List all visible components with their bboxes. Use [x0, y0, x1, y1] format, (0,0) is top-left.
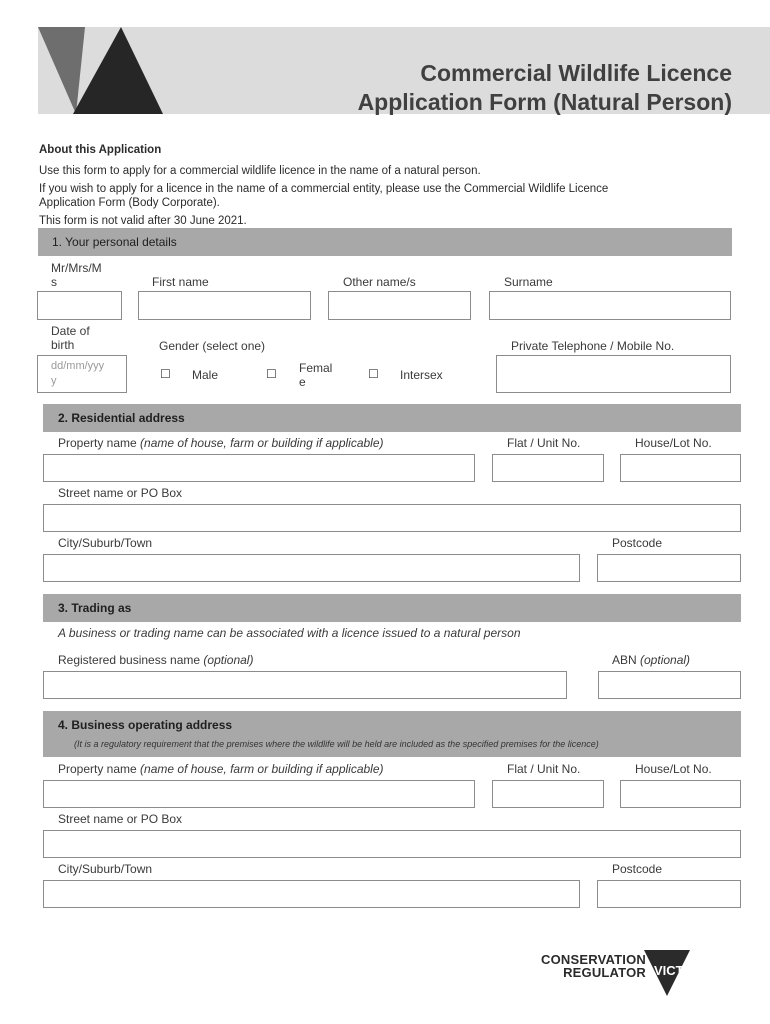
about-line3: This form is not valid after 30 June 2021.: [39, 215, 247, 227]
biz-city-input[interactable]: [43, 880, 580, 908]
gender-male-checkbox[interactable]: ☐: [160, 367, 171, 381]
surname-input[interactable]: [489, 291, 731, 320]
res-house-input[interactable]: [620, 454, 741, 482]
res-house-label: House/Lot No.: [635, 436, 712, 450]
page-title-line2: Application Form (Natural Person): [357, 89, 732, 115]
section3-bar: [43, 594, 741, 622]
gender-intersex-checkbox[interactable]: ☐: [368, 367, 379, 381]
about-heading: About this Application: [39, 144, 162, 156]
header-triangle-logo: [38, 27, 168, 114]
res-property-label: Property name (name of house, farm or building if applicable): [58, 436, 384, 450]
first-name-input[interactable]: [138, 291, 311, 320]
res-property-input[interactable]: [43, 454, 475, 482]
other-names-label: Other name/s: [343, 275, 416, 289]
page-title-line1: Commercial Wildlife Licence: [420, 60, 732, 86]
biz-city-label: City/Suburb/Town: [58, 862, 153, 876]
title-label: Mr/Mrs/M s: [51, 261, 102, 289]
biz-property-label: Property name (name of house, farm or building if applicable): [58, 762, 384, 776]
other-names-input[interactable]: [328, 291, 471, 320]
section1-title: 1. Your personal details: [52, 235, 177, 249]
logo-victoria: VICTORIA: [654, 963, 716, 978]
logo-line2: REGULATOR: [563, 965, 646, 980]
res-flat-input[interactable]: [492, 454, 604, 482]
res-city-label: City/Suburb/Town: [58, 536, 153, 550]
phone-input[interactable]: [496, 355, 731, 393]
dob-input[interactable]: [37, 355, 127, 393]
dob-label: Date of birth: [51, 324, 90, 352]
biz-flat-input[interactable]: [492, 780, 604, 808]
business-name-label: Registered business name (optional): [58, 653, 254, 667]
conservation-regulator-logo: [520, 950, 735, 1000]
res-city-input[interactable]: [43, 554, 580, 582]
about-line2b: Application Form (Body Corporate).: [39, 197, 220, 209]
biz-street-input[interactable]: [43, 830, 741, 858]
gender-male-label: Male: [192, 368, 219, 382]
phone-label: Private Telephone / Mobile No.: [511, 339, 675, 353]
biz-postcode-input[interactable]: [597, 880, 741, 908]
title-input[interactable]: [37, 291, 122, 320]
abn-input[interactable]: [598, 671, 741, 699]
biz-house-label: House/Lot No.: [635, 762, 712, 776]
biz-house-input[interactable]: [620, 780, 741, 808]
biz-property-input[interactable]: [43, 780, 475, 808]
section4-note: (It is a regulatory requirement that the premises where the wildlife will be held are included as the specified premises for the licence): [74, 739, 599, 749]
dob-placeholder: dd/mm/yyy y: [51, 360, 105, 387]
res-postcode-input[interactable]: [597, 554, 741, 582]
gender-label: Gender (select one): [159, 339, 266, 353]
res-flat-label: Flat / Unit No.: [507, 436, 581, 450]
section4-title: 4. Business operating address: [58, 718, 233, 732]
res-street-input[interactable]: [43, 504, 741, 532]
business-name-input[interactable]: [43, 671, 567, 699]
res-postcode-label: Postcode: [612, 536, 663, 550]
gender-female-label: Femal e: [299, 361, 333, 389]
gender-intersex-label: Intersex: [400, 368, 443, 382]
about-line1: Use this form to apply for a commercial wildlife licence in the name of a natural person.: [39, 165, 481, 177]
biz-postcode-label: Postcode: [612, 862, 663, 876]
about-line2a: If you wish to apply for a licence in the name of a commercial entity, please use the Commercial Wildlife Licence: [39, 183, 609, 195]
gender-female-checkbox[interactable]: ☐: [266, 367, 277, 381]
surname-label: Surname: [504, 275, 553, 289]
first-name-label: First name: [152, 275, 209, 289]
section2-title: 2. Residential address: [58, 411, 185, 425]
section3-title: 3. Trading as: [58, 601, 132, 615]
logo-line1: CONSERVATION: [541, 952, 646, 967]
res-street-label: Street name or PO Box: [58, 486, 183, 500]
section3-note: A business or trading name can be associated with a licence issued to a natural person: [58, 626, 521, 640]
biz-flat-label: Flat / Unit No.: [507, 762, 581, 776]
biz-street-label: Street name or PO Box: [58, 812, 183, 826]
abn-label: ABN (optional): [612, 653, 691, 667]
